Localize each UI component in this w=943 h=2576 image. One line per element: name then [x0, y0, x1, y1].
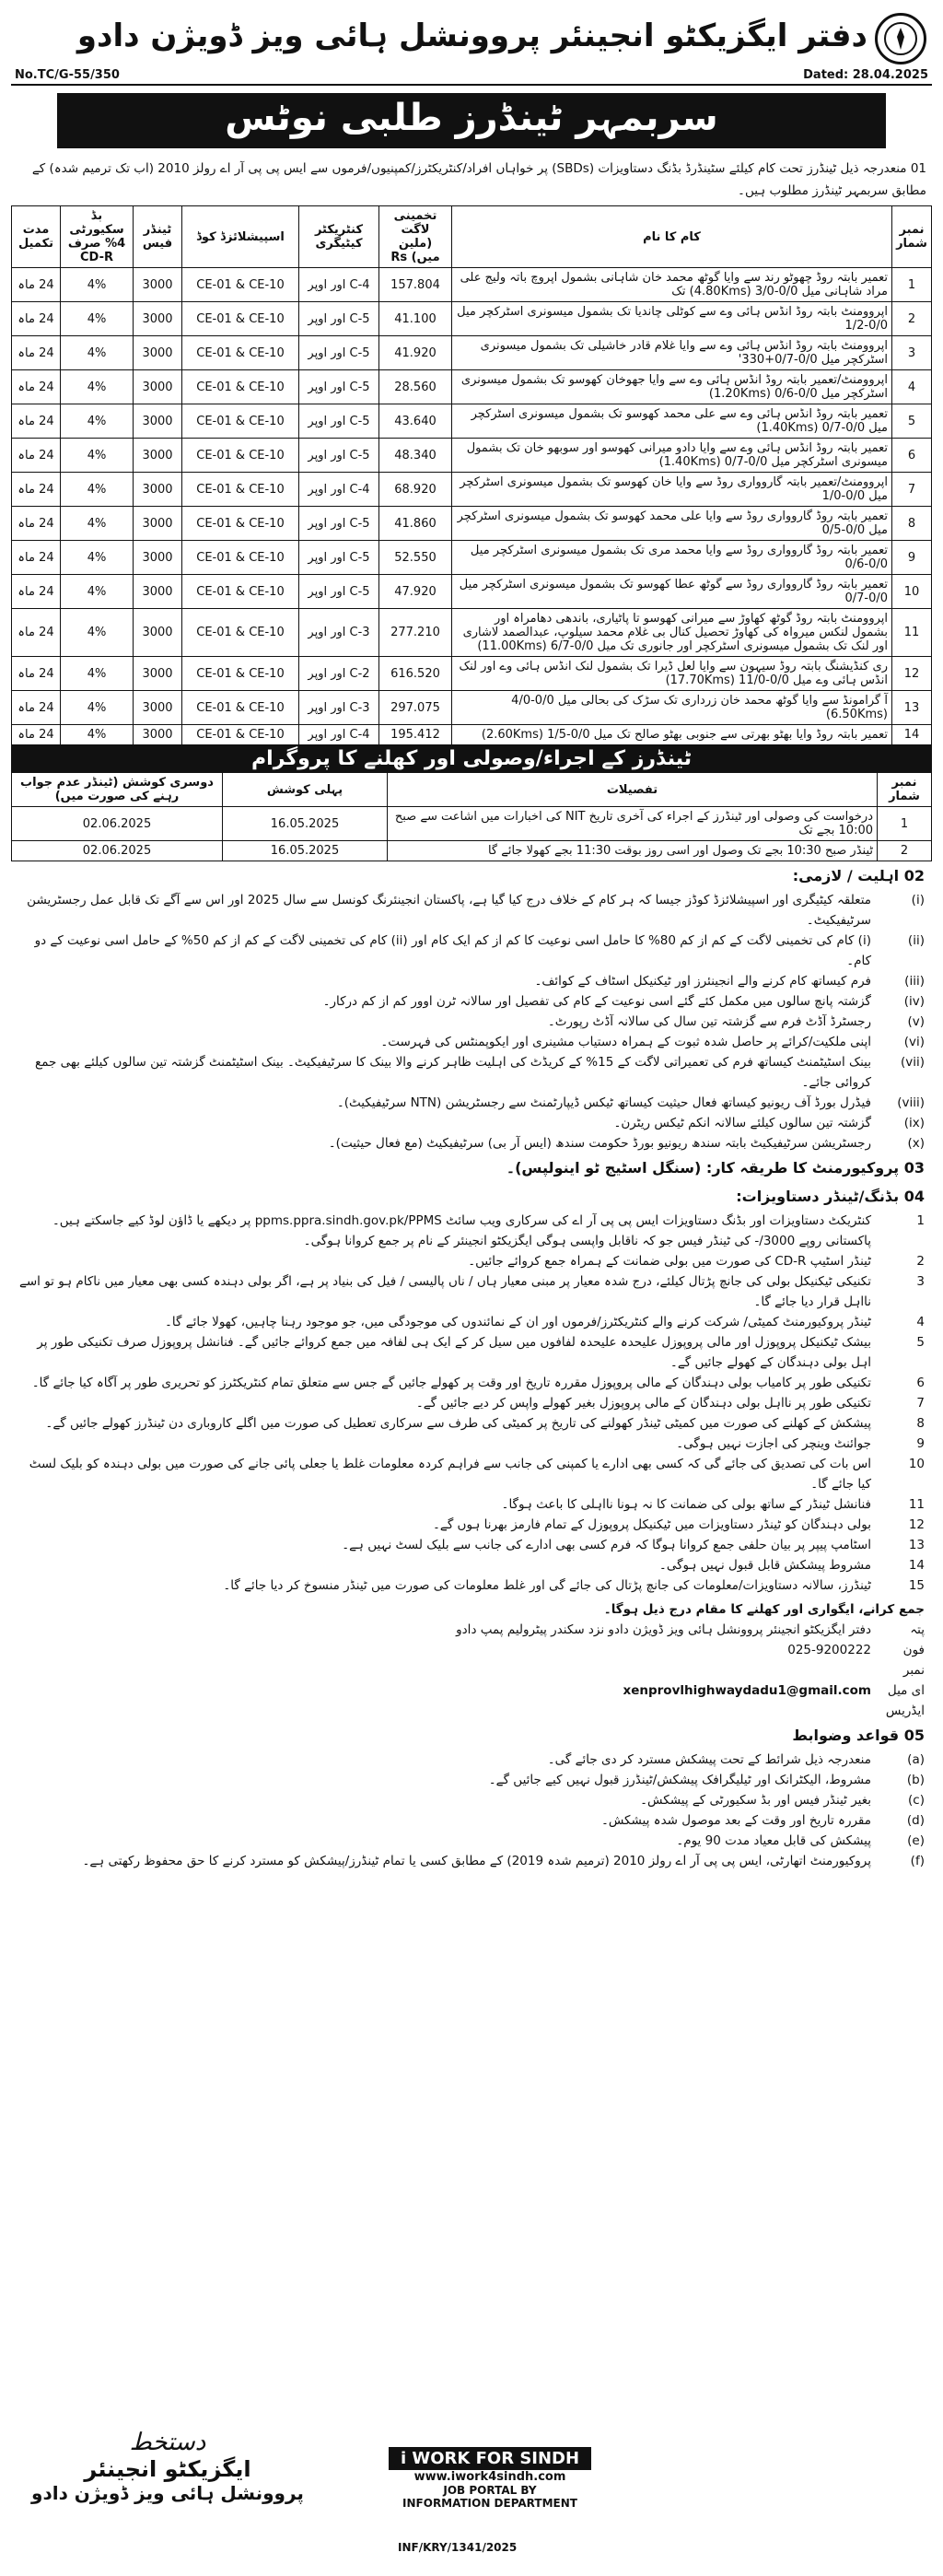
row-work-name: اپروومنٹ/تعمیر بابتہ گاروواری روڈ سے وایا خان کھوسو تک بشمول میسونری اسٹرکچر میل 0/0-1/0 — [452, 473, 892, 507]
row-code: CE-01 & CE-10 — [182, 439, 299, 473]
row-period: 24 ماہ — [12, 404, 61, 439]
procedure-value: (سنگل اسٹیج ٹو اینولپس)۔ — [506, 1159, 702, 1177]
list-item-number: 12 — [908, 1517, 925, 1532]
sched-first-date: 16.05.2025 — [223, 841, 388, 861]
sched-col-detail: تفصیلات — [388, 773, 878, 807]
list-item-number: (vi) — [903, 1035, 925, 1049]
row-code: CE-01 & CE-10 — [182, 268, 299, 302]
col-contractor-category: کنٹریکٹر کیٹیگری — [299, 206, 379, 268]
row-bid-security: 4% — [61, 302, 134, 336]
list-item-number: (b) — [906, 1773, 925, 1787]
reference-number: No.TC/G-55/350 — [15, 68, 120, 82]
row-cost: 195.412 — [379, 725, 452, 745]
row-work-name: اپروومنٹ بابتہ روڈ انڈس ہائی وے سے کوٹلی چاندیا تک بشمول میسونری اسٹرکچر میل 0/0-1/2 — [452, 302, 892, 336]
row-work-name: تعمیر بابتہ روڈ انڈس ہائی وے سے وایا دادو میرانی کھوسو اور سوبھو خان تک بشمول میسونری اسٹرکچر میل 0/0-0/7 (1.40Kms) — [452, 439, 892, 473]
list-item-text: فیڈرل بورڈ آف ریونیو کیساتھ فعال حیثیت کیساتھ ٹیکس ڈیپارٹمنٹ سے رجسٹریشن (NTN سرٹیفیکیٹ)۔ — [336, 1095, 871, 1110]
row-serial: 12 — [892, 657, 932, 691]
list-item — [18, 1494, 925, 1515]
row-code: CE-01 & CE-10 — [182, 609, 299, 657]
row-period: 24 ماہ — [12, 302, 61, 336]
list-item-number: 1 — [916, 1213, 925, 1228]
list-item-number: (vii) — [900, 1055, 925, 1070]
list-item — [18, 1750, 925, 1770]
row-serial: 13 — [892, 691, 932, 725]
notice-banner: سربمہر ٹینڈرز طلبی نوٹس — [57, 93, 886, 148]
list-item-number: (iv) — [903, 994, 925, 1009]
list-item-text: بغیر ٹینڈر فیس اور بڈ سکیورٹی کے پیشکش۔ — [640, 1793, 871, 1808]
footer — [11, 2429, 932, 2567]
row-code: CE-01 & CE-10 — [182, 336, 299, 370]
row-category: C-5 اور اوپر — [299, 336, 379, 370]
rules-list — [11, 1750, 932, 1871]
signature-block — [29, 2429, 306, 2504]
list-item — [18, 1093, 925, 1113]
row-cost: 52.550 — [379, 541, 452, 575]
row-fee: 3000 — [134, 691, 182, 725]
list-item-number: 7 — [916, 1396, 925, 1411]
row-work-name: آ گرامونڈ سے وایا گوٹھ محمد خان زرداری تک سڑک کی بحالی میل 0/0-4/0 (6.50Kms) — [452, 691, 892, 725]
list-item — [18, 1575, 925, 1596]
row-code: CE-01 & CE-10 — [182, 575, 299, 609]
row-work-name: اپروومنٹ/تعمیر بابتہ روڈ انڈس ہائی وے سے وایا جھوخان کھوسو تک بشمول میسونری اسٹرکچر میل 0/0-0/6 (1.20Kms) — [452, 370, 892, 404]
row-cost: 68.920 — [379, 473, 452, 507]
submission-title: جمع کرانے، ایگواری اور کھلنے کا مقام درج ذیل ہوگا۔ — [603, 1602, 925, 1617]
instructions-number: 04 — [903, 1188, 925, 1205]
table-row — [12, 473, 932, 507]
list-item-text: گزشتہ تین سالوں کیلئے سالانہ انکم ٹیکس ریٹرن۔ — [613, 1116, 871, 1130]
list-item-number: (i) — [911, 893, 925, 907]
row-category: C-5 اور اوپر — [299, 404, 379, 439]
row-category: C-4 اور اوپر — [299, 268, 379, 302]
row-code: CE-01 & CE-10 — [182, 473, 299, 507]
row-serial: 7 — [892, 473, 932, 507]
table-row — [12, 370, 932, 404]
row-serial: 3 — [892, 336, 932, 370]
list-item-text: فنانشل ٹینڈر کے ساتھ بولی کی ضمانت کا نہ ہونا نااہلی کا باعث ہوگا۔ — [501, 1497, 871, 1512]
list-item — [18, 1790, 925, 1810]
sched-second-date: 02.06.2025 — [12, 841, 223, 861]
list-item-text: کنٹریکٹ دستاویزات اور بڈنگ دستاویزات ایس پی پی آر اے کی سرکاری ویب سائٹ ppms.ppra.sindh.gov.pk/PPMS پر دیکھے یا ڈاؤن لوڈ کیے جاسکتے ہیں۔ پاکستانی روپے 3000/- کی ٹینڈر فیس جو کہ ناقابل واپسی ہوگی ایگزیکٹو انجینئر کے نام پر جمع کروانا ہوگی۔ — [52, 1213, 871, 1248]
row-bid-security: 4% — [61, 507, 134, 541]
list-item-number: (x) — [907, 1136, 925, 1151]
eligibility-heading — [11, 861, 932, 890]
phone-label: فون نمبر — [902, 1643, 925, 1678]
col-bid-security: بڈ سکیورٹی 4% صرف CD-R — [61, 206, 134, 268]
row-fee: 3000 — [134, 302, 182, 336]
list-item-number: 6 — [916, 1376, 925, 1390]
rules-heading — [11, 1721, 932, 1750]
eligibility-section — [11, 861, 932, 1153]
row-fee: 3000 — [134, 609, 182, 657]
row-cost: 616.520 — [379, 657, 452, 691]
schedule-table — [11, 772, 932, 861]
designation: ایگزیکٹو انجینئر — [84, 2456, 251, 2482]
list-item-number: (v) — [907, 1014, 925, 1029]
works-table — [11, 205, 932, 745]
row-cost: 41.920 — [379, 336, 452, 370]
list-item-text: (i) کام کی تخمینی لاگت کے کم از کم 80% کا حامل اسی نوعیت کا کم از کم ایک کام اور (ii) کام کی تخمینی لاگت کے کم از کم 50% کے حامل اسی نوعیت کے دو کام۔ — [34, 933, 871, 968]
row-category: C-5 اور اوپر — [299, 370, 379, 404]
row-work-name: تعمیر بابتہ روڈ گاروواری روڈ سے گوٹھ عطا کھوسو تک بشمول میسونری اسٹرکچر میل 0/0-0/7 — [452, 575, 892, 609]
row-work-name: تعمیر بابتہ روڈ چھوٹو رند سے وایا گوٹھ محمد خان شاہانی بشمول اپروچ باتہ ولیج علی مراد شاہانی میل 0/0-3/0 (4.80Kms) تک — [452, 268, 892, 302]
row-bid-security: 4% — [61, 404, 134, 439]
table-row — [12, 268, 932, 302]
row-work-name: تعمیر بابتہ روڈ انڈس ہائی وے سے علی محمد کھوسو تک بشمول میسونری اسٹرکچر میل 0/0-0/7 (1.40Kms) — [452, 404, 892, 439]
row-fee: 3000 — [134, 473, 182, 507]
list-item-text: مقررہ تاریخ اور وقت کے بعد موصول شدہ پیشکش۔ — [600, 1813, 871, 1828]
table-row — [12, 507, 932, 541]
row-work-name: تعمیر بابتہ روڈ گاروواری روڈ سے وایا محمد مری تک بشمول میسونری اسٹرکچر میل 0/0-0/6 — [452, 541, 892, 575]
row-period: 24 ماہ — [12, 691, 61, 725]
list-item-text: اسٹامپ پیپر پر بیان حلفی جمع کروانا ہوگا کہ فرم کسی بھی ادارے کی جانب سے بلیک لسٹ نہیں ہے۔ — [342, 1538, 871, 1552]
row-code: CE-01 & CE-10 — [182, 657, 299, 691]
row-work-name: اپروومنٹ بابتہ روڈ انڈس ہائی وے سے وایا غلام قادر خاشیلی تک بشمول میسونری اسٹرکچر میل 0/0-0/7+330' — [452, 336, 892, 370]
row-code: CE-01 & CE-10 — [182, 302, 299, 336]
list-item — [18, 1332, 925, 1373]
sindh-government-seal-icon — [875, 13, 926, 64]
list-item-number: (c) — [908, 1793, 925, 1808]
row-period: 24 ماہ — [12, 439, 61, 473]
row-bid-security: 4% — [61, 541, 134, 575]
row-fee: 3000 — [134, 575, 182, 609]
list-item-number: (f) — [910, 1854, 925, 1868]
list-item-number: 10 — [908, 1457, 925, 1471]
table-row — [12, 725, 932, 745]
row-code: CE-01 & CE-10 — [182, 541, 299, 575]
list-item-text: پیشکش کی قابل معیاد مدت 90 یوم۔ — [676, 1833, 871, 1848]
row-period: 24 ماہ — [12, 657, 61, 691]
row-period: 24 ماہ — [12, 268, 61, 302]
schedule-row — [12, 807, 932, 841]
list-item — [18, 1373, 925, 1393]
rules-section — [11, 1721, 932, 1871]
list-item-number: 13 — [908, 1538, 925, 1552]
row-code: CE-01 & CE-10 — [182, 404, 299, 439]
row-bid-security: 4% — [61, 657, 134, 691]
row-period: 24 ماہ — [12, 575, 61, 609]
list-item — [18, 1515, 925, 1535]
instructions-heading — [11, 1182, 932, 1211]
row-category: C-4 اور اوپر — [299, 725, 379, 745]
email-row — [18, 1680, 925, 1721]
row-category: C-5 اور اوپر — [299, 575, 379, 609]
intro-number: 01 — [910, 161, 926, 176]
email-link[interactable]: xenprovlhighwaydadu1@gmail.com — [623, 1683, 871, 1698]
list-item — [18, 1251, 925, 1271]
row-serial: 4 — [892, 370, 932, 404]
eligibility-number: 02 — [903, 867, 925, 884]
row-serial: 2 — [892, 302, 932, 336]
row-period: 24 ماہ — [12, 725, 61, 745]
email-label: ای میل ایڈریس — [885, 1683, 925, 1718]
list-item — [18, 1393, 925, 1413]
row-bid-security: 4% — [61, 268, 134, 302]
sched-col-first: پہلی کوشش — [223, 773, 388, 807]
phone-row — [18, 1640, 925, 1680]
brand-url[interactable]: www.iwork4sindh.com — [413, 2470, 566, 2484]
row-work-name: تعمیر بابتہ روڈ وایا بھٹو بھرتی سے جنوبی بھٹو صالح تک میل 0/0-1/5 (2.60Kms) — [452, 725, 892, 745]
col-specialized-code: اسپیشلائزڈ کوڈ — [182, 206, 299, 268]
list-item — [18, 1831, 925, 1851]
row-code: CE-01 & CE-10 — [182, 507, 299, 541]
intro-text: منعدرجہ ذیل ٹینڈرز تحت کام کیلئے سٹینڈرڈ بڈنگ دستاویزات (SBDs) پر خواہاں افراد/کنٹریکٹرز/کمپنیوں/فرموں سے ایس پی پی آر اے رولز 2010 (اب تک ترمیم شدہ) کے مطابق سربمہر ٹینڈرز مطلوب ہیں۔ — [31, 161, 926, 198]
brand-department: INFORMATION DEPARTMENT — [402, 2497, 577, 2510]
sched-col-serial: نمبر شمار — [878, 773, 932, 807]
row-fee: 3000 — [134, 336, 182, 370]
row-fee: 3000 — [134, 268, 182, 302]
list-item-text: بیشک ٹیکنیکل پروپوزل اور مالی پروپوزل علیحدہ علیحدہ لفافوں میں سیل کر کے ایک ہی لفافہ میں جمع کروائے جائیں گے۔ فنانشل پروپوزل صرف تکنیکی طور پر اہل بولی دہندگان کے کھولے جائیں گے۔ — [37, 1335, 871, 1370]
sched-detail: درخواست کی وصولی اور ٹینڈرز کے اجراء کی آخری تاریخ NIT کی اخبارات میں اشاعت سے صبح 10:00 بجے تک — [388, 807, 878, 841]
sched-detail: ٹینڈر صبح 10:30 بجے تک وصول اور اسی روز بوقت 11:30 بجے کھولا جائے گا — [388, 841, 878, 861]
row-bid-security: 4% — [61, 575, 134, 609]
list-item-text: بولی دہندگان کو ٹینڈر دستاویزات میں ٹیکنیکل پروپوزل کے تمام فارمز بھرنا ہوں گے۔ — [433, 1517, 871, 1532]
row-period: 24 ماہ — [12, 473, 61, 507]
list-item-number: 5 — [916, 1335, 925, 1350]
schedule-row — [12, 841, 932, 861]
row-serial: 5 — [892, 404, 932, 439]
table-row — [12, 657, 932, 691]
iwork-for-sindh-logo — [389, 2447, 591, 2510]
list-item-text: اس بات کی تصدیق کی جائے گی کہ کسی بھی ادارے یا کمپنی کی جانب سے فراہم کردہ معلومات غلط یا جعلی پائی جانے کی صورت میں بولی دہندہ کو بلیک لسٹ کیا جائے گا۔ — [29, 1457, 871, 1492]
address-row — [18, 1620, 925, 1640]
list-item-text: پیشکش کے کھلنے کی صورت میں کمیٹی ٹینڈر کھولنے کی تاریخ پر کمیٹی کی طرف سے سرکاری تعطیل کی صورت میں اگلے کاروباری دن ٹینڈرز کھولے جائیں گے۔ — [45, 1416, 871, 1431]
list-item — [18, 890, 925, 931]
header — [11, 9, 932, 74]
row-bid-security: 4% — [61, 370, 134, 404]
row-serial: 6 — [892, 439, 932, 473]
list-item-number: 3 — [916, 1274, 925, 1289]
row-bid-security: 4% — [61, 691, 134, 725]
row-cost: 41.100 — [379, 302, 452, 336]
procedure-section — [11, 1153, 932, 1182]
list-item — [18, 1810, 925, 1831]
list-item-number: (e) — [907, 1833, 925, 1848]
table-row — [12, 575, 932, 609]
list-item-text: ٹینڈر اسٹیپ CD-R کی صورت میں بولی ضمانت کے ہمراہ جمع کروائے جائیں۔ — [468, 1254, 871, 1269]
row-category: C-3 اور اوپر — [299, 609, 379, 657]
row-serial: 10 — [892, 575, 932, 609]
works-table-header — [12, 206, 932, 268]
list-item — [18, 1052, 925, 1093]
list-item-number: 11 — [908, 1497, 925, 1512]
col-work-name: کام کا نام — [452, 206, 892, 268]
list-item-number: (d) — [906, 1813, 925, 1828]
list-item-number: (ii) — [907, 933, 925, 948]
list-item-number: (iii) — [904, 974, 925, 989]
row-fee: 3000 — [134, 439, 182, 473]
table-row — [12, 336, 932, 370]
list-item — [18, 1271, 925, 1312]
list-item — [18, 971, 925, 991]
list-item-text: مشروط، الیکٹرانک اور ٹیلیگرافک پیشکش/ٹینڈرز قبول نہیں کیے جائیں گے۔ — [488, 1773, 871, 1787]
sched-serial: 2 — [878, 841, 932, 861]
address-value: دفتر ایگزیکٹو انجینئر پروونشل ہائی ویز ڈویژن دادو نزد سکندر پیٹرولیم پمپ دادو — [456, 1622, 871, 1637]
row-code: CE-01 & CE-10 — [182, 691, 299, 725]
sched-first-date: 16.05.2025 — [223, 807, 388, 841]
row-fee: 3000 — [134, 507, 182, 541]
list-item-text: جوائنٹ وینچر کی اجازت نہیں ہوگی۔ — [676, 1436, 871, 1451]
row-cost: 48.340 — [379, 439, 452, 473]
row-serial: 11 — [892, 609, 932, 657]
table-row — [12, 302, 932, 336]
instructions-section — [11, 1182, 932, 1596]
list-item-text: بینک اسٹیٹمنٹ کیساتھ فرم کی تعمیراتی لاگت کے 15% کے کریڈٹ کی اہلیت ظاہر کرنے والا بینک کا سرٹیفیکیٹ۔ بینک اسٹیٹمنٹ گزشتہ تین سالوں کیلئے بھی جمع کروائی جائے۔ — [35, 1055, 871, 1090]
row-code: CE-01 & CE-10 — [182, 725, 299, 745]
col-tender-fee: ٹینڈر فیس — [134, 206, 182, 268]
signature: دستخط — [129, 2429, 206, 2456]
row-cost: 41.860 — [379, 507, 452, 541]
instructions-list — [11, 1211, 932, 1596]
list-item-text: تکنیکی طور پر کامیاب بولی دہندگان کے مالی پروپوزل مقررہ تاریخ اور وقت پر کھولے جائیں گے جس سے متعلق تمام کنٹریکٹرز کو تحریری طور پر آگاہ کیا جائے گا۔ — [31, 1376, 871, 1390]
office-title: دفتر ایگزیکٹو انجینئر پروونشل ہائی ویز ڈویژن دادو — [76, 18, 867, 54]
list-item — [18, 1851, 925, 1871]
row-fee: 3000 — [134, 725, 182, 745]
brand-title: i WORK FOR SINDH — [389, 2447, 591, 2470]
row-category: C-5 اور اوپر — [299, 302, 379, 336]
list-item-text: تکنیکی ٹیکنیکل بولی کی جانچ پڑتال کیلئے، درج شدہ معیار پر مبنی معیار ہاں / ناں پالیسی / فیل کی بنیاد پر ہے، اگر بولی دہندہ کسی بھی معیار میں ناکام ہو تو اسے نااہل قرار دیا جائے گا۔ — [18, 1274, 871, 1309]
brand-portal: JOB PORTAL BY — [443, 2484, 537, 2497]
list-item — [18, 1312, 925, 1332]
sched-col-second: دوسری کوشش (ٹینڈر عدم جواب رہنے کی صورت میں) — [12, 773, 223, 807]
table-row — [12, 541, 932, 575]
row-fee: 3000 — [134, 404, 182, 439]
row-category: C-5 اور اوپر — [299, 507, 379, 541]
row-period: 24 ماہ — [12, 609, 61, 657]
rules-number: 05 — [903, 1727, 925, 1744]
row-cost: 47.920 — [379, 575, 452, 609]
row-fee: 3000 — [134, 541, 182, 575]
list-item-text: پروکیورمنٹ اتھارٹی، ایس پی پی آر اے رولز 2010 (ترمیم شدہ 2019) کے مطابق کسی یا تمام ٹینڈرز/پیشکش کو مسترد کرنے کا حق محفوظ رکھتی ہے۔ — [82, 1854, 871, 1868]
list-item-text: ٹینڈرز، سالانہ دستاویزات/معلومات کی جانچ پڑتال کی جائے گی اور غلط معلومات کی صورت میں ٹینڈر منسوخ کر دیا جائے گا۔ — [223, 1578, 871, 1593]
sched-serial: 1 — [878, 807, 932, 841]
intro-paragraph — [11, 154, 932, 205]
notice-date: Dated: 28.04.2025 — [803, 68, 928, 82]
row-bid-security: 4% — [61, 725, 134, 745]
list-item — [18, 1012, 925, 1032]
rules-title: قواعد وضوابط — [792, 1727, 900, 1744]
row-code: CE-01 & CE-10 — [182, 370, 299, 404]
row-cost: 28.560 — [379, 370, 452, 404]
list-item-number: (ix) — [903, 1116, 925, 1130]
row-bid-security: 4% — [61, 609, 134, 657]
row-cost: 277.210 — [379, 609, 452, 657]
list-item — [18, 1770, 925, 1790]
row-category: C-3 اور اوپر — [299, 691, 379, 725]
eligibility-list — [11, 890, 932, 1153]
list-item-number: 4 — [916, 1315, 925, 1329]
list-item — [18, 1032, 925, 1052]
row-serial: 14 — [892, 725, 932, 745]
list-item-text: متعلقہ کیٹیگری اور اسپیشلائزڈ کوڈز جیسا کہ ہر کام کے خلاف درج کیا گیا ہے، پاکستان انجینئرنگ کونسل سے سال 2025 اور اس سے آگے تک قابل عمل رجسٹریشن سرٹیفیکیٹ۔ — [27, 893, 871, 928]
instructions-title: بڈنگ/ٹینڈر دستاویزات: — [736, 1188, 900, 1205]
procedure-number: 03 — [903, 1159, 925, 1177]
col-completion-period: مدت تکمیل — [12, 206, 61, 268]
address-label: پتہ — [910, 1622, 925, 1637]
list-item-text: تکنیکی طور پر نااہل بولی دہندگان کے مالی پروپوزل بغیر کھولے واپس کر دیے جائیں گے۔ — [415, 1396, 871, 1411]
row-serial: 8 — [892, 507, 932, 541]
row-fee: 3000 — [134, 657, 182, 691]
row-work-name: ری کنڈیشنگ بابتہ روڈ سیہون سے وایا لعل ڈیرا تک بشمول لنک انڈس ہائی وے اور لنک انڈس ہائی وے میل 0/0-11/0 (17.70Kms) — [452, 657, 892, 691]
list-item-text: منعدرجہ ذیل شرائط کے تحت پیشکش مسترد کر دی جائے گی۔ — [547, 1752, 871, 1767]
list-item — [18, 1434, 925, 1454]
row-cost: 43.640 — [379, 404, 452, 439]
list-item — [18, 1211, 925, 1251]
list-item-number: (viii) — [897, 1095, 925, 1110]
sched-second-date: 02.06.2025 — [12, 807, 223, 841]
list-item — [18, 1113, 925, 1133]
row-period: 24 ماہ — [12, 507, 61, 541]
list-item — [18, 1555, 925, 1575]
procedure-title: پروکیورمنٹ کا طریقہ کار: — [705, 1159, 900, 1177]
list-item — [18, 991, 925, 1012]
row-period: 24 ماہ — [12, 541, 61, 575]
row-fee: 3000 — [134, 370, 182, 404]
row-bid-security: 4% — [61, 336, 134, 370]
procedure-heading — [11, 1153, 932, 1182]
list-item-number: 8 — [916, 1416, 925, 1431]
list-item-text: رجسٹرڈ آڈٹ فرم سے گزشتہ تین سال کی سالانہ آڈٹ رپورٹ۔ — [547, 1014, 871, 1029]
col-estimated-cost: تخمینی لاگت (ملین میں) Rs — [379, 206, 452, 268]
row-period: 24 ماہ — [12, 336, 61, 370]
list-item — [18, 1535, 925, 1555]
row-serial: 1 — [892, 268, 932, 302]
table-row — [12, 439, 932, 473]
eligibility-title: اہلیت / لازمی: — [792, 867, 900, 884]
list-item-text: فرم کیساتھ کام کرنے والے انجینئرز اور ٹیکنیکل اسٹاف کے کوائف۔ — [534, 974, 871, 989]
list-item-text: ٹینڈر پروکیورمنٹ کمیٹی/ شرکت کرنے والے کنٹریکٹرز/فرموں اور ان کے نمائندوں کی موجودگی میں، جو موجود رہنا چاہیں، کھولا جائے گا۔ — [164, 1315, 871, 1329]
list-item-text: اپنی ملکیت/کرائے پر حاصل شدہ ثبوت کے ہمراہ دستیاب مشینری اور ایکوپمنٹس کی فہرست۔ — [380, 1035, 871, 1049]
row-category: C-4 اور اوپر — [299, 473, 379, 507]
row-category: C-5 اور اوپر — [299, 439, 379, 473]
row-period: 24 ماہ — [12, 370, 61, 404]
schedule-title: ٹینڈرز کے اجراء/وصولی اور کھلنے کا پروگرام — [11, 745, 932, 772]
row-serial: 9 — [892, 541, 932, 575]
list-item-text: مشروط پیشکش قابل قبول نہیں ہوگی۔ — [658, 1558, 871, 1573]
list-item-number: 15 — [908, 1578, 925, 1593]
row-cost: 157.804 — [379, 268, 452, 302]
division-name: پروونشل ہائی ویز ڈویژن دادو — [31, 2482, 304, 2504]
row-category: C-2 اور اوپر — [299, 657, 379, 691]
col-serial: نمبر شمار — [892, 206, 932, 268]
list-item — [18, 1133, 925, 1153]
list-item — [18, 1454, 925, 1494]
row-work-name: تعمیر بابتہ روڈ گاروواری روڈ سے وایا علی محمد کھوسو تک بشمول میسونری اسٹرکچر میل 0/0-0/5 — [452, 507, 892, 541]
submission-section — [11, 1599, 932, 1721]
list-item-text: رجسٹریشن سرٹیفیکیٹ بابتہ سندھ ریونیو بورڈ حکومت سندھ (ایس آر بی) سرٹیفیکیٹ (مع فعال حیثیت)۔ — [328, 1136, 871, 1151]
list-item — [18, 931, 925, 971]
row-cost: 297.075 — [379, 691, 452, 725]
row-bid-security: 4% — [61, 473, 134, 507]
row-category: C-5 اور اوپر — [299, 541, 379, 575]
phone-value: 025-9200222 — [787, 1643, 871, 1657]
list-item-number: 14 — [908, 1558, 925, 1573]
inf-reference: INF/KRY/1341/2025 — [398, 2541, 518, 2554]
list-item-number: (a) — [907, 1752, 925, 1767]
table-row — [12, 609, 932, 657]
row-bid-security: 4% — [61, 439, 134, 473]
list-item — [18, 1413, 925, 1434]
schedule-table-header — [12, 773, 932, 807]
row-work-name: اپروومنٹ بابتہ روڈ گوٹھ کھاوڑ سے میرانی کھوسو تا پاٹیاری، باندھی دھامراہ اور بشمول لنکس میرواہ کی کھاوڑ تحصیل کنال بی غلام محمد سیلوپ، عبدالصمد لاشاری اور لنک تک بشمول میسونری اسٹرکچر اور جانوری تک میل 0/0-6/7 (11.00Kms) — [452, 609, 892, 657]
table-row — [12, 404, 932, 439]
list-item-text: گزشتہ پانچ سالوں میں مکمل کئے گئے اسی نوعیت کے کام کی تفصیل اور سالانہ ٹرن اوور کم از کم درکار۔ — [322, 994, 871, 1009]
list-item-number: 9 — [916, 1436, 925, 1451]
table-row — [12, 691, 932, 725]
list-item-number: 2 — [916, 1254, 925, 1269]
